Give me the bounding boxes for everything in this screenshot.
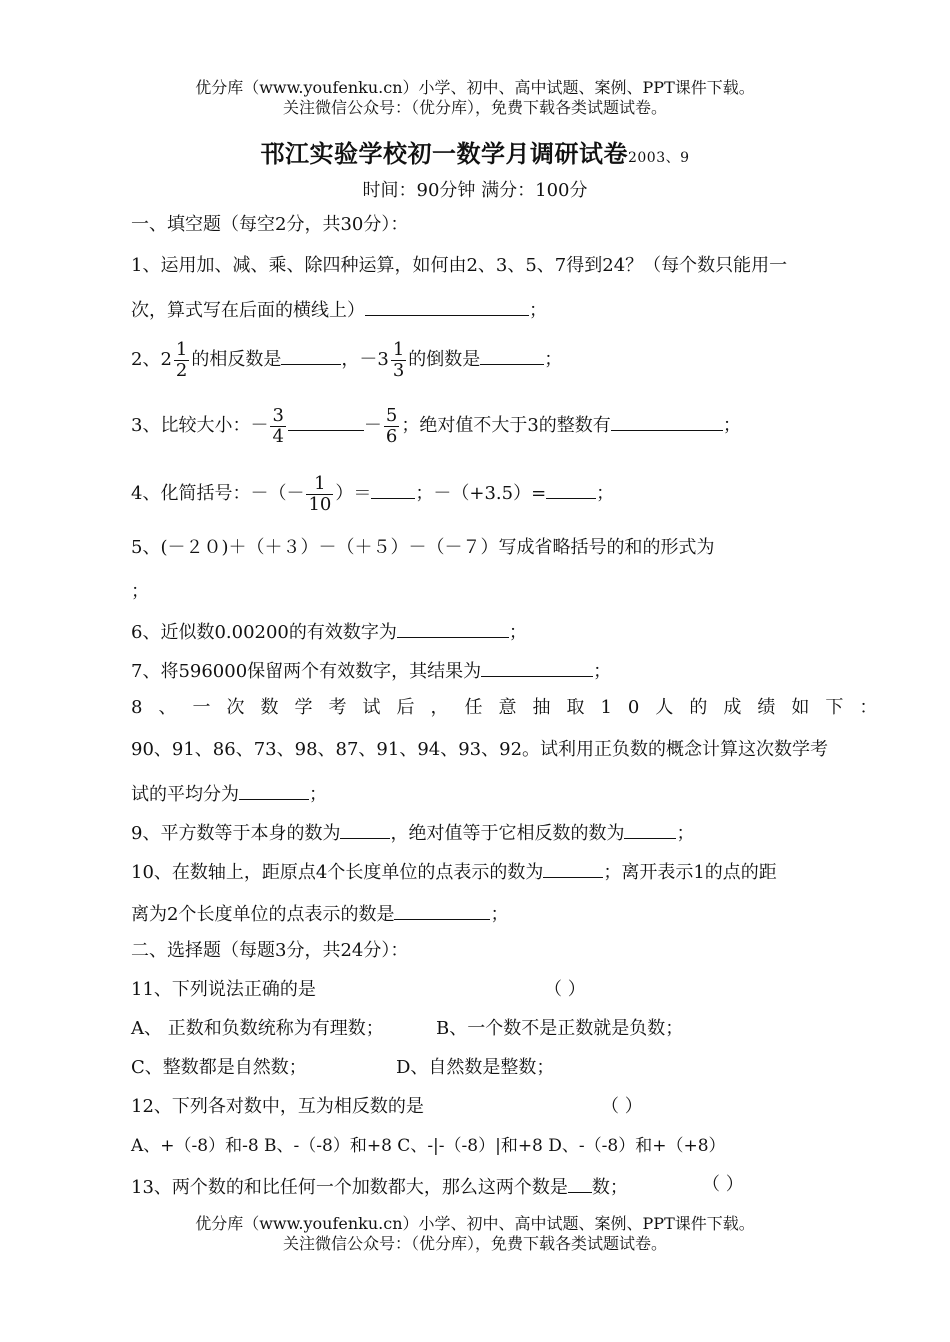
q3-blank-1[interactable] bbox=[288, 412, 364, 431]
q1-line-2 bbox=[131, 297, 547, 322]
q13-answer-paren[interactable]: （ ） bbox=[702, 1174, 744, 1195]
q6-line bbox=[131, 619, 527, 644]
q4-text-1: ）＝ bbox=[335, 483, 372, 504]
q13-line bbox=[131, 1174, 628, 1199]
q3-fraction-2 bbox=[384, 406, 399, 447]
q12-answer-paren[interactable]: （ ） bbox=[601, 1096, 643, 1117]
q1-line-1: 1、运用加、减、乘、除四种运算，如何由2、3、5、7得到24？（每个数只能用一 bbox=[131, 255, 788, 276]
q11-stem: 11、下列说法正确的是 bbox=[131, 979, 316, 1000]
title-date: 2003、9 bbox=[627, 150, 690, 166]
q3-f2-den: 6 bbox=[385, 425, 398, 447]
q4-end: ； bbox=[596, 483, 615, 504]
q2-f2-den: 3 bbox=[392, 359, 405, 381]
q11-option-c[interactable]: C、整数都是自然数； bbox=[131, 1057, 307, 1078]
q13-blank[interactable] bbox=[568, 1174, 592, 1193]
q2-text-2: ，－3 bbox=[341, 349, 389, 370]
q6-end: ； bbox=[508, 622, 527, 643]
q2-end: ； bbox=[544, 349, 563, 370]
q4-fraction bbox=[306, 474, 333, 515]
header-line-2: 关注微信公众号：（优分库），免费下载各类试题试卷。 bbox=[282, 98, 667, 117]
q9-text-1: 9、平方数等于本身的数为 bbox=[131, 823, 341, 844]
q8-blank[interactable] bbox=[239, 781, 309, 800]
q11-answer-paren[interactable]: （ ） bbox=[544, 979, 586, 1000]
q9-blank-1[interactable] bbox=[340, 820, 390, 839]
q2-prefix: 2、2 bbox=[131, 349, 172, 370]
q2-text-1: 的相反数是 bbox=[191, 349, 282, 370]
q4-f-num: 1 bbox=[314, 472, 326, 494]
q2-f2-num: 1 bbox=[392, 338, 405, 360]
exam-info: 时间：90分钟 满分：100分 bbox=[362, 180, 588, 201]
q4-blank-2[interactable] bbox=[546, 480, 596, 499]
q8-line-2: 90、91、86、73、98、87、91、94、93、92。试利用正负数的概念计算这次数学考 bbox=[131, 739, 829, 760]
q2-f1-den: 2 bbox=[175, 359, 188, 381]
q7-text: 7、将596000保留两个有效数字，其结果为 bbox=[131, 661, 482, 682]
q2-blank-2[interactable] bbox=[480, 346, 544, 365]
q4-text-2: ；－（+3.5）= bbox=[415, 483, 547, 504]
q10-blank-2[interactable] bbox=[394, 901, 490, 920]
q2-fraction-1 bbox=[174, 340, 189, 381]
title-text: 邗江实验学校初一数学月调研试卷 bbox=[260, 140, 628, 168]
q3-f2-num: 5 bbox=[385, 404, 398, 426]
q10-text-3: 离为2个长度单位的点表示的数是 bbox=[131, 904, 395, 925]
q3-line bbox=[131, 404, 741, 448]
q8-end: ； bbox=[309, 784, 327, 805]
q1-answer-blank[interactable] bbox=[365, 297, 529, 316]
q3-f1-num: 3 bbox=[272, 404, 284, 426]
q10-end: ； bbox=[490, 904, 509, 925]
q7-line bbox=[131, 658, 611, 683]
header-line-1: 优分库（www.youfenku.cn）小学、初中、高中试题、案例、PPT课件下载。 bbox=[195, 78, 755, 97]
q1-end: ； bbox=[529, 300, 547, 321]
section-1-heading: 一、填空题（每空2分，共30分）： bbox=[131, 214, 409, 235]
q3-minus: － bbox=[363, 415, 382, 436]
q11-option-b[interactable]: B、一个数不是正数就是负数； bbox=[436, 1018, 684, 1039]
footer-line-1: 优分库（www.youfenku.cn）小学、初中、高中试题、案例、PPT课件下载。 bbox=[195, 1214, 755, 1233]
q10-text-1: 10、在数轴上，距原点4个长度单位的点表示的数为 bbox=[131, 862, 544, 883]
q7-blank[interactable] bbox=[481, 658, 593, 677]
q4-f-den: 10 bbox=[308, 493, 332, 515]
q2-f1-num: 1 bbox=[175, 338, 188, 360]
q8-line-1: 8、一次数学考试后，任意抽取10人的成绩如下： bbox=[131, 697, 894, 718]
q3-fraction-1 bbox=[270, 406, 285, 447]
q11-option-a[interactable]: A、 正数和负数统称为有理数； bbox=[131, 1018, 384, 1039]
section-2-heading: 二、选择题（每题3分，共24分）： bbox=[131, 940, 409, 961]
q5-line-2: ； bbox=[131, 581, 149, 602]
q5-line-1: 5、(－２０)＋（＋３）－（＋５）－（－７）写成省略括号的和的形式为 bbox=[131, 537, 715, 558]
q2-text-3: 的倒数是 bbox=[408, 349, 481, 370]
q13-text-2: 数； bbox=[591, 1177, 628, 1198]
q10-text-2: ；离开表示1的点的距 bbox=[603, 862, 777, 883]
q3-f1-den: 4 bbox=[272, 425, 284, 447]
q11-option-d[interactable]: D、自然数是整数； bbox=[396, 1057, 555, 1078]
q9-end: ； bbox=[676, 823, 695, 844]
q9-line bbox=[131, 820, 694, 845]
q7-end: ； bbox=[593, 661, 612, 682]
q3-end: ； bbox=[722, 415, 741, 436]
q9-blank-2[interactable] bbox=[624, 820, 676, 839]
q6-text: 6、近似数0.00200的有效数字为 bbox=[131, 622, 397, 643]
q2-fraction-2 bbox=[391, 340, 406, 381]
q2-line bbox=[131, 338, 562, 382]
q10-blank-1[interactable] bbox=[543, 859, 603, 878]
q8-line-3 bbox=[131, 781, 327, 806]
q8-text: 试的平均分为 bbox=[131, 784, 239, 805]
q2-blank-1[interactable] bbox=[281, 346, 341, 365]
q3-prefix: 3、比较大小：－ bbox=[131, 415, 269, 436]
q12-stem: 12、下列各对数中，互为相反数的是 bbox=[131, 1096, 424, 1117]
q10-line-2 bbox=[131, 901, 508, 926]
q10-line-1 bbox=[131, 859, 777, 884]
footer-line-2: 关注微信公众号：（优分库），免费下载各类试题试卷。 bbox=[282, 1234, 667, 1253]
q3-text: ；绝对值不大于3的整数有 bbox=[401, 415, 611, 436]
q3-blank-2[interactable] bbox=[611, 412, 723, 431]
q1-text: 次，算式写在后面的横线上） bbox=[131, 300, 365, 321]
q6-blank[interactable] bbox=[397, 619, 509, 638]
q9-text-2: ，绝对值等于它相反数的数为 bbox=[390, 823, 625, 844]
q12-options[interactable]: A、+（-8）和-8 B、-（-8）和+8 C、-|-（-8）|和+8 D、-（-8）和+（+8） bbox=[131, 1136, 726, 1156]
q13-text-1: 13、两个数的和比任何一个加数都大，那么这两个数是 bbox=[131, 1177, 568, 1198]
q4-prefix: 4、化简括号：－（－ bbox=[131, 483, 305, 504]
page-title bbox=[0, 134, 950, 169]
q4-line bbox=[131, 472, 614, 516]
q4-blank-1[interactable] bbox=[371, 480, 415, 499]
